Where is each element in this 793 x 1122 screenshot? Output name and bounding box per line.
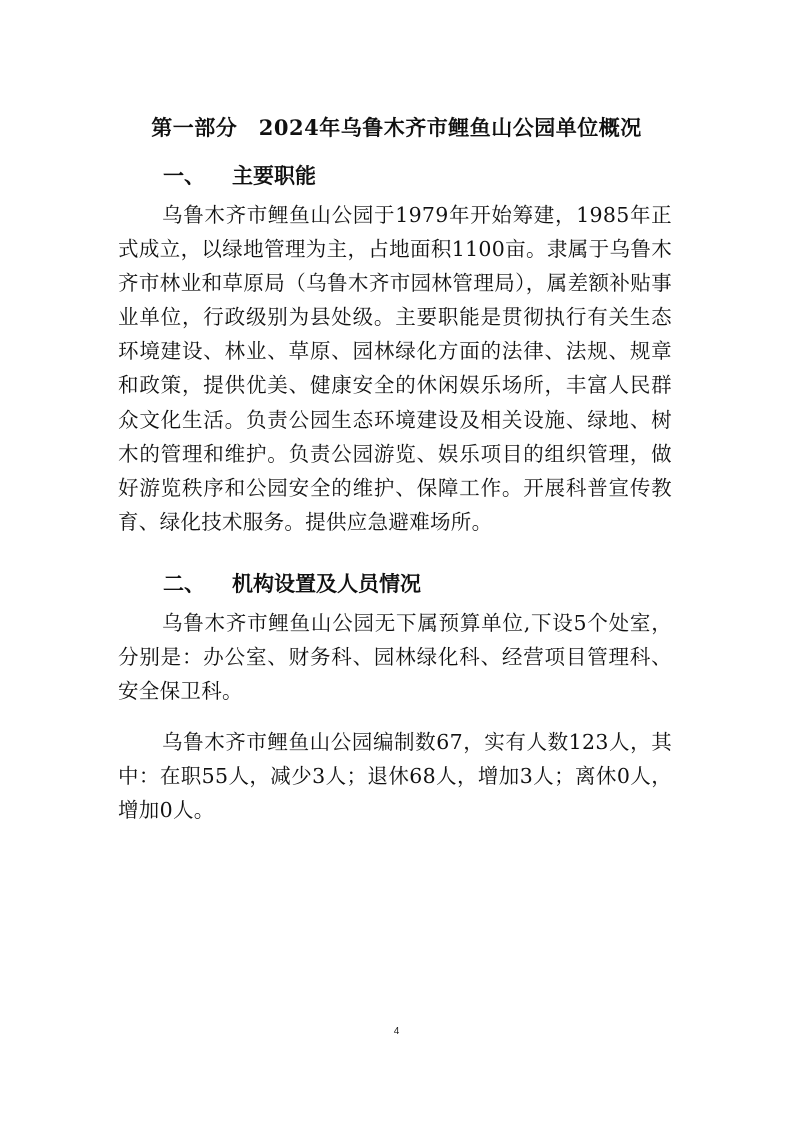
- section-title: 主要职能: [232, 163, 316, 188]
- paragraph-departments: 乌鲁木齐市鲤鱼山公园无下属预算单位,下设5个处室，分别是：办公室、财务科、园林绿化科、经营项目管理科、安全保卫科。: [118, 611, 672, 704]
- section-heading-main-functions: [163, 160, 316, 192]
- section-number: 一、: [163, 163, 205, 188]
- section-title: 机构设置及人员情况: [232, 571, 421, 596]
- paragraph-staffing: 乌鲁木齐市鲤鱼山公园编制数67，实有人数123人，其中：在职55人，减少3人；退休68人，增加3人；离休0人，增加0人。: [118, 730, 672, 823]
- page-number: 4: [393, 1026, 400, 1037]
- paragraph-main-functions: 乌鲁木齐市鲤鱼山公园于1979年开始筹建，1985年正式成立，以绿地管理为主，占地面积1100亩。隶属于乌鲁木齐市林业和草原局（乌鲁木齐市园林管理局），属差额补贴事业单位，行政级别为县处级。主要职能是贯彻执行有关生态环境建设、林业、草原、园林绿化方面的法律、法规、规章和政策，提供优美、健康安全的休闲娱乐场所，丰富人民群众文化生活。负责公园生态环境建设及相关设施、绿地、树木的管理和维护。负责公园游览、娱乐项目的组织管理，做好游览秩序和公园安全的维护、保障工作。开展科普宣传教育、绿化技术服务。提供应急避难场所。: [118, 203, 672, 534]
- document-title: 第一部分 2024年乌鲁木齐市鲤鱼山公园单位概况: [151, 115, 642, 140]
- section-heading-organization: [163, 568, 421, 600]
- section-number: 二、: [163, 571, 205, 596]
